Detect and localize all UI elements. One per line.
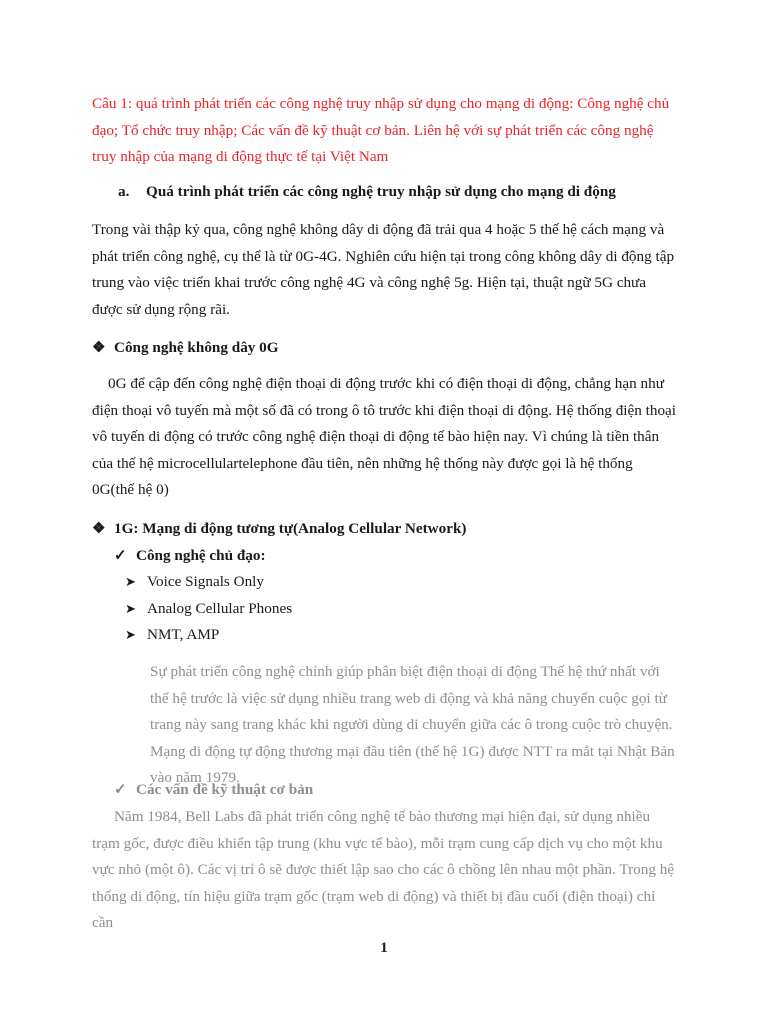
paragraph-0g: 0G để cập đến công nghệ điện thoại di động trước khi có điện thoại di động, chẳng hạn như điện thoại vô tuyến mà một số đã có trong ô tô trước khi điện thoại di động. Hệ thống điện thoại vô tuyến di động có trước công nghệ điện thoại di động tế bào hiện nay. Vì chúng là tiền thân của thế hệ microcellulartelephone đầu tiên, nên những hệ thống này được gọi là hệ thống 0G(thế hệ 0) — [92, 375, 677, 498]
section-a-heading — [118, 179, 678, 206]
check-icon: ✓ — [114, 781, 127, 798]
tech-list-item — [125, 596, 625, 623]
check-icon: ✓ — [114, 547, 127, 564]
tech-item-text: Voice Signals Only — [147, 573, 264, 590]
tech-list-item — [125, 622, 625, 649]
page-number: 1 — [380, 940, 388, 956]
paragraph-issues: Năm 1984, Bell Labs đã phát triển công nghệ tế bào thương mại hiện đại, sử dụng nhiều trạm gốc, được điều khiển tập trung (khu vực tế bào), mỗi trạm cung cấp dịch vụ cho một khu vực nhỏ (một ô). Các vị trí ô sẽ được thiết lập sao cho các ô chồng lên nhau một phần. Trong hệ thống di động, tín hiệu giữa trạm gốc (trạm web di động) và thiết bị đầu cuối (điện thoại) chỉ cần — [92, 808, 675, 931]
tech-item-text: Analog Cellular Phones — [147, 600, 293, 617]
tech-item-text: NMT, AMP — [147, 626, 220, 643]
diamond-bullet-icon: ❖ — [92, 339, 106, 356]
heading-0g — [92, 335, 678, 362]
heading-0g-text: Công nghệ không dây 0G — [114, 339, 279, 356]
sub-heading-tech — [114, 543, 674, 570]
heading-1g — [92, 516, 678, 543]
heading-1g-text: 1G: Mạng di động tương tự(Analog Cellular Network) — [114, 520, 467, 537]
sub-heading-issues-text: Các vấn đề kỹ thuật cơ bản — [136, 781, 314, 798]
diamond-bullet-icon: ❖ — [92, 520, 106, 537]
section-a-marker: a. — [118, 183, 130, 200]
arrow-bullet-icon: ➤ — [125, 574, 136, 589]
paragraph-1g: Sự phát triển công nghệ chính giúp phân biệt điện thoại di động Thế hệ thứ nhất với thế hệ trước là việc sử dụng nhiều trang web di động và khả năng chuyển cuộc gọi từ trang này sang trang khác khi người dùng di chuyển giữa các ô trong cuộc trò chuyện. Mạng di động tự động thương mại đầu tiên (thế hệ 1G) được NTT ra mắt tại Nhật Bản vào năm 1979. — [150, 663, 675, 786]
question-text: Câu 1: quá trình phát triển các công nghệ truy nhập sử dụng cho mạng di động: Công nghệ chủ đạo; Tổ chức truy nhập; Các vấn đề kỹ thuật cơ bản. Liên hệ với sự phát triển các công nghệ truy nhập của mạng di động thực tế tại Việt Nam — [92, 95, 670, 165]
arrow-bullet-icon: ➤ — [125, 627, 136, 642]
tech-list-item — [125, 569, 625, 596]
sub-heading-tech-text: Công nghệ chủ đạo: — [136, 547, 266, 564]
arrow-bullet-icon: ➤ — [125, 601, 136, 616]
sub-heading-issues — [114, 777, 674, 804]
section-a-title: Quá trình phát triển các công nghệ truy nhập sử dụng cho mạng di động — [146, 183, 616, 200]
intro-paragraph: Trong vài thập kỷ qua, công nghệ không dây di động đã trải qua 4 hoặc 5 thế hệ cách mạng và phát triển công nghệ, cụ thể là từ 0G-4G. Nghiên cứu hiện tại trong công không dây di động tập trung vào việc triển khai trước công nghệ 4G và công nghệ 5g. Hiện tại, thuật ngữ 5G chưa được sử dụng rộng rãi. — [92, 221, 675, 318]
